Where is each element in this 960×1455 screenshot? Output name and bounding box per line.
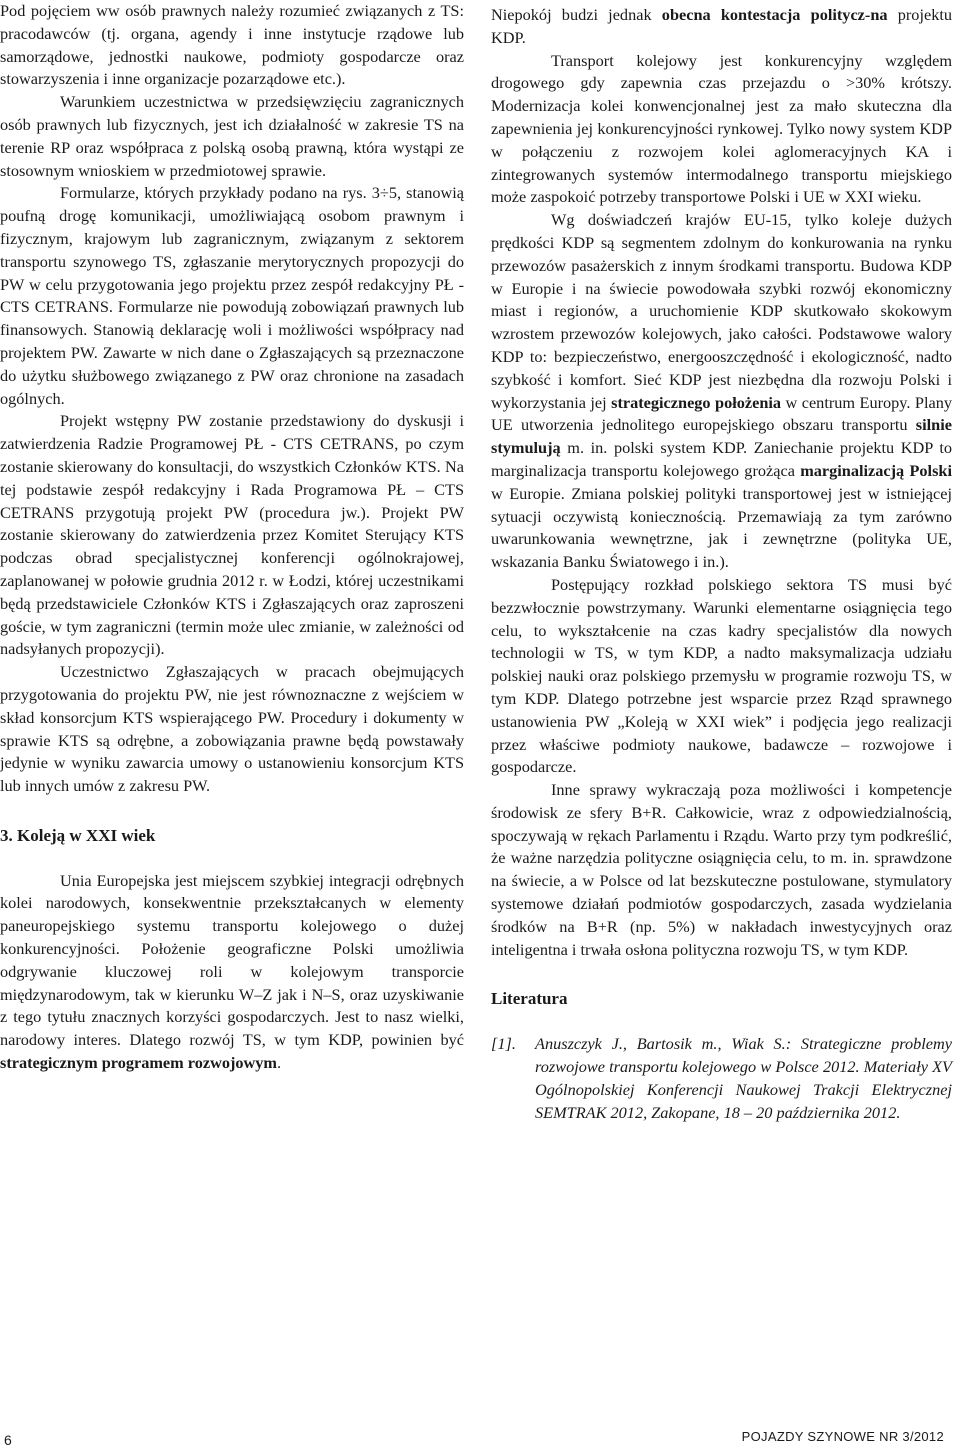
page-number: 6 — [4, 1432, 12, 1448]
reference-number: [1]. — [491, 1034, 516, 1054]
paragraph: Postępujący rozkład polskiego sektora TS musi być bezzwłocznie powstrzymany. Warunki elementarne osiągnięcia tego celu, to wykształcenie na czas kadry specjalistów dla nowych technologii w TS, w tym KDP, a nadto maksymalizacja udziału polskiej nauki oraz polskiego przemysłu w programie rozwoju TS, w tym KDP. Dlatego potrzebne jest wsparcie przez Rząd sprawnego ustanowienia PW „Koleją w XXI wiek” i podjęcia jego realizacji przez właściwe podmioty naukowe, badawcze – rozwojowe i gospodarcze. — [491, 574, 952, 777]
left-column — [0, 0, 464, 1075]
journal-footer: POJAZDY SZYNOWE NR 3/2012 — [741, 1429, 944, 1444]
paragraph: Niepokój budzi jednak obecna kontestacja politycz-na projektu KDP. — [491, 5, 952, 47]
literature-heading: Literatura — [491, 989, 568, 1009]
paragraph: Inne sprawy wykraczają poza możliwości i kompetencje środowisk ze sfery B+R. Całkowicie, wraz z odpowiedzialnością, spoczywają w rękach Parlamentu i Rządu. Warto przy tym podkreślić, że ważne narzędzia polityczne osiągnięcia celu, to m. in. sprawdzone na świecie, a w Polsce od lat bezskuteczne postulowane, stymulatory systemowe działań podmiotów gospodarczych, zasada wydzielania środków na B+R (np. 5%) w nakładach inwestycyjnych oraz inteligentna i trwała osłona polityczna rozwoju TS, w tym KDP. — [491, 780, 952, 959]
paragraph: Projekt wstępny PW zostanie przedstawiony do dyskusji i zatwierdzenia Radzie Programowej PŁ - CTS CETRANS, po czym zostanie skierowany do konsultacji, do wszystkich Członków KTS. Na tej podstawie zespół redakcyjny i Rada Programowa PŁ – CTS CETRANS przygotują projekt PW (procedura jw.). Projekt PW zostanie skierowany do zatwierdzenia przez Komitet Sterujący KTS podczas obrad specjalistycznej konferencji ogólnokrajowej, zaplanowanej w połowie grudnia 2012 r. w Łodzi, której uczestnikami będą przedstawiciele Członków KTS i Zgłaszających oraz zaproszeni goście, w tym zagraniczni (termin może ulec zmianie, w zależności od nadsyłanych propozycji). — [0, 411, 464, 659]
paragraph: Unia Europejska jest miejscem szybkiej integracji odrębnych kolei narodowych, konsekwentnie przekształcanych w elementy paneuropejskiego systemu transportu kolejowego o dużej konkurencyjności. Położenie geograficzne Polski umożliwia odgrywanie kluczowej roli w kolejowym transporcie międzynarodowym, tak w kierunku W–Z jak i N–S, oraz uzyskiwanie z tego tytułu znacznych korzyści gospodarczych. Jest to nasz wielki, narodowy interes. Dlatego rozwój TS, w tym KDP, powinien być strategicznym programem rozwojowym. — [0, 870, 464, 1073]
paragraph: Uczestnictwo Zgłaszających w pracach obejmujących przygotowania do projektu PW, nie jest równoznaczne z wejściem w skład konsorcjum KTS wspierającego PW. Procedury i dokumenty w sprawie KTS są odrębne, a zobowiązania prawne będą powstawały jedynie w wyniku zawarcia umowy o ustanowieniu konsorcjum KTS lub innych umów z zakresu PW. — [0, 662, 464, 796]
right-column — [491, 0, 952, 1124]
reference-item — [491, 1033, 952, 1124]
reference-text: Anuszczyk J., Bartosik m., Wiak S.: Strategiczne problemy rozwojowe transportu kolejowego w Polsce 2012. Materiały XV Ogólnopolskiej Konferencji Naukowej Trakcji Elektrycznej SEMTRAK 2012, Zakopane, 18 – 20 października 2012. — [535, 1034, 952, 1122]
bold-phrase: strategicznym programem rozwojowym — [0, 1053, 277, 1073]
bold-phrase: strategicznego położenia — [611, 392, 782, 412]
paragraph: Transport kolejowy jest konkurencyjny względem drogowego gdy zapewnia czas przejazdu o >30% krótszy. Modernizacja kolei konwencjonalnej jest za mało skuteczna dla zapewnienia jej konkurencyjności rynkowej. Tylko nowy system KDP w połączeniu z rozwojem kolei aglomeracyjnych KA i zintegrowanych systemów intermodalnego transportu miejskiego może zaspokoić potrzeby transportowe Polski i UE w XXI wieku. — [491, 50, 952, 207]
bold-phrase: marginalizacją Polski — [800, 460, 952, 480]
paragraph: Warunkiem uczestnictwa w przedsięwzięciu zagranicznych osób prawnych lub fizycznych, jest ich działalność w zakresie TS na terenie RP oraz współpraca z polską osobą prawną, która wystąpi ze stosownym wnioskiem w przedmiotowej sprawie. — [0, 92, 464, 180]
section-heading: 3. Koleją w XXI wiek — [0, 825, 156, 845]
paragraph: Pod pojęciem ww osób prawnych należy rozumieć związanych z TS: pracodawców (tj. organa, agendy i inne instytucje rządowe lub samorządowe, jednostki naukowe, podmioty gospodarcze oraz stowarzyszenia i inne organizacje pozarządowe etc.). — [0, 1, 464, 89]
paragraph: Formularze, których przykłady podano na rys. 3÷5, stanowią poufną drogę komunikacji, umożliwiającą osobom prawnym i fizycznym, krajowym lub zagranicznym, związanym z sektorem transportu szynowego TS, zgłaszanie merytorycznych propozycji do PW w celu przygotowania jego projektu przez zespół redakcyjny PŁ - CTS CETRANS. Formularze nie powodują zobowiązań prawnych lub finansowych. Stanowią deklarację woli i możliwości współpracy nad projektem PW. Zawarte w nich dane o Zgłaszających są przeznaczone do użytku służbowego związanego z PW oraz chronione na zasadach ogólnych. — [0, 183, 464, 408]
bold-phrase: silnie stymulują — [491, 415, 952, 458]
bold-phrase: obecna kontestacja politycz-na — [661, 5, 888, 24]
paragraph: Wg doświadczeń krajów EU-15, tylko koleje dużych prędkości KDP są segmentem zdolnym do konkurowania na rynku przewozów pasażerskich z innym środkami transportu. Budowa KDP w Europie i na świecie powodowała szybki rozwój ekonomiczny miast i regionów, a uruchomienie KDP skutkowało skokowym wzrostem przewozów kolejowych, jako całości. Podstawowe walory KDP to: bezpieczeństwo, energooszczędność i ekologiczność, nadto szybkość i komfort. Sieć KDP jest niezbędna dla rozwoju Polski i wykorzystania jej strategicznego położenia w centrum Europy. Plany UE utworzenia jednolitego europejskiego obszaru transportu silnie stymulują m. in. polski system KDP. Zaniechanie projektu KDP to marginalizacja transportu kolejowego grożąca marginalizacją Polski w Europie. Zmiana polskiej polityki transportowej jest w istniejącej sytuacji oczywistą koniecznością. Przemawiają za tym zarówno uwarunkowania wewnętrzne, jak i zewnętrzne (polityka UE, wskazania Banku Światowego i in.). — [491, 210, 952, 572]
